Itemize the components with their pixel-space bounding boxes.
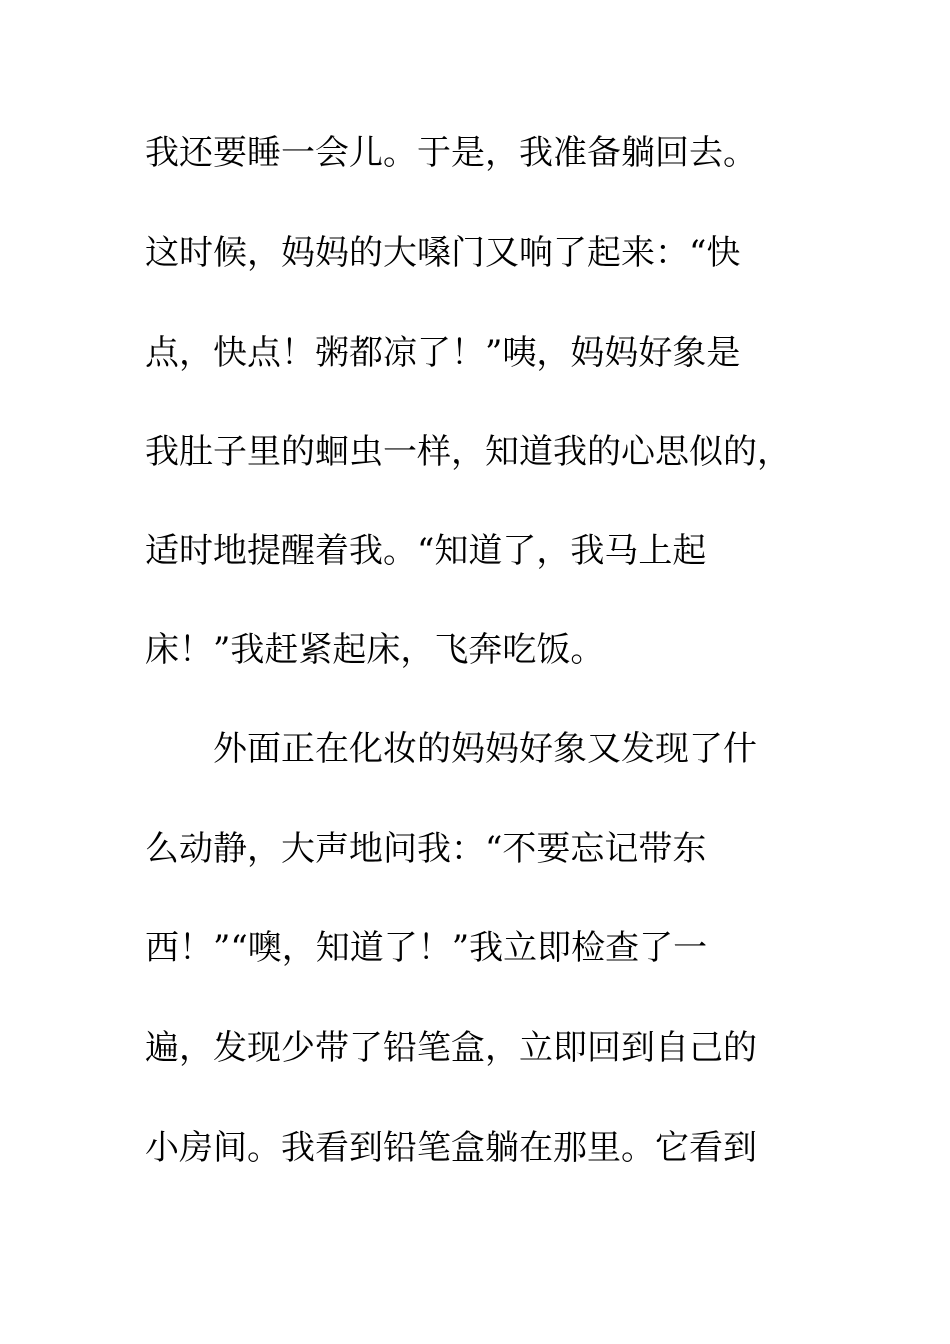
text-line: 遍，发现少带了铅笔盒，立即回到自己的 [145,1028,757,1068]
text-line: 我还要睡一会儿。于是，我准备躺回去。 [145,133,757,173]
text-line: 我肚子里的蛔虫一样，知道我的心思似的， [145,432,791,472]
text-line: 么动静，大声地问我：“不要忘记带东 [145,829,707,869]
text-line: 点，快点！粥都凉了！”咦，妈妈好象是 [145,333,741,373]
text-line: 西！”“噢，知道了！”我立即检查了一 [145,928,708,968]
paragraph-first-line: 外面正在化妆的妈妈好象又发现了什 [213,729,757,769]
text-line: 小房间。我看到铅笔盒躺在那里。它看到 [145,1128,757,1168]
text-line: 床！”我赶紧起床，飞奔吃饭。 [145,630,605,670]
text-line: 适时地提醒着我。“知道了，我马上起 [145,531,707,571]
text-line: 这时候，妈妈的大嗓门又响了起来：“快 [145,233,741,273]
